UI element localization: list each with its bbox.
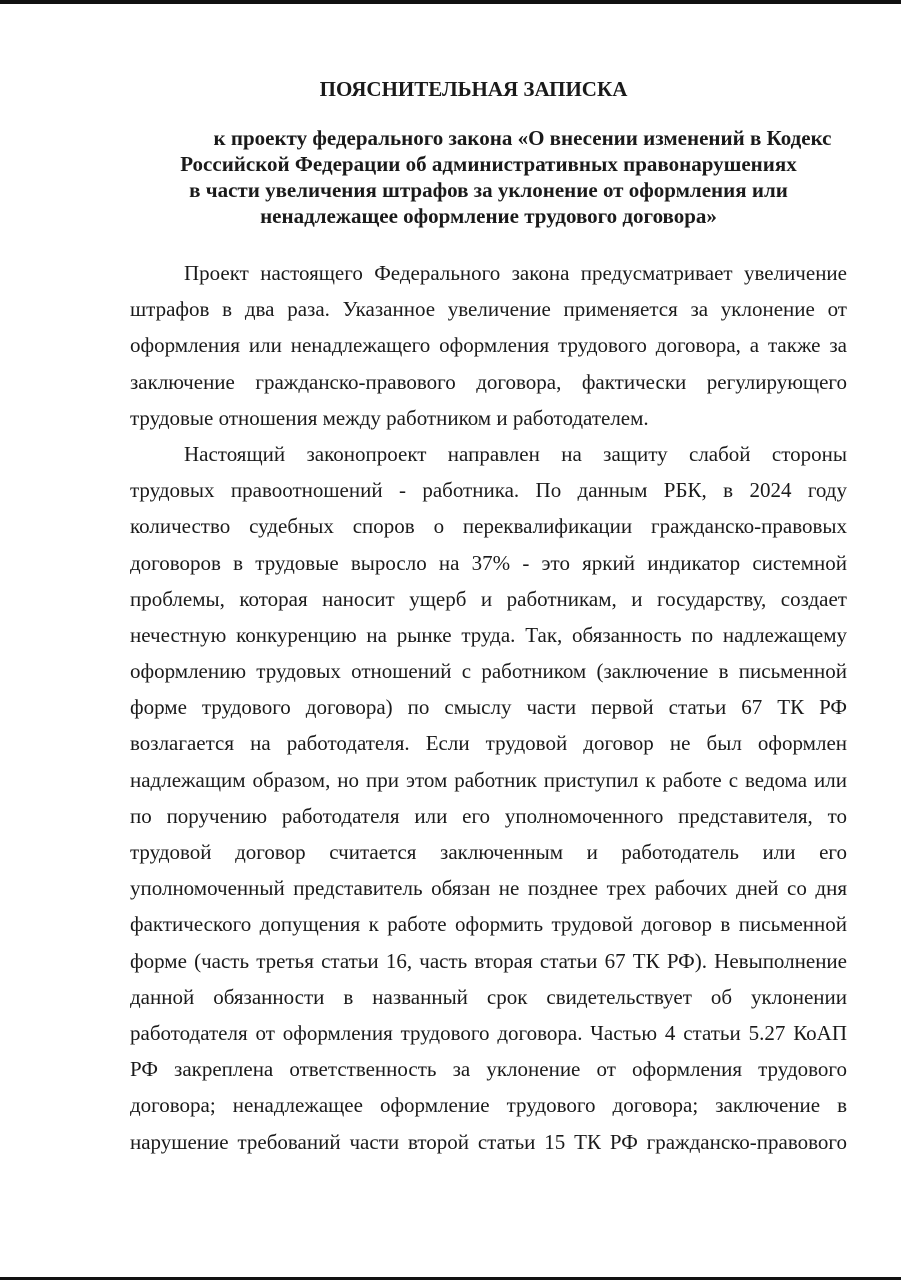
text-line: форме (часть третья статьи 16, часть вторая статьи 67 ТК РФ). Невыполнение <box>130 948 847 973</box>
text-line: фактического допущения к работе оформить трудовой договор в письменной <box>130 912 847 937</box>
text-line: нечестную конкуренцию на рынке труда. Так, обязанность по надлежащему <box>130 622 847 647</box>
paragraph-1 <box>130 255 847 436</box>
scan-border-top <box>0 0 901 4</box>
text-line: заключение гражданско-правового договора, фактически регулирующего <box>130 369 847 394</box>
text-line: уполномоченный представитель обязан не позднее трех рабочих дней со дня <box>130 876 847 901</box>
text-line: трудовые отношения между работником и работодателем. <box>130 405 649 430</box>
subtitle-line: ненадлежащее оформление трудового договора» <box>260 204 717 228</box>
text-line: РФ закреплена ответственность за уклонение от оформления трудового <box>130 1057 847 1082</box>
document-subtitle <box>130 125 847 229</box>
text-line: работодателя от оформления трудового договора. Частью 4 статьи 5.27 КоАП <box>130 1020 847 1045</box>
text-line: договора; ненадлежащее оформление трудового договора; заключение в <box>130 1093 847 1118</box>
subtitle-line: Российской Федерации об административных правонарушениях <box>180 152 797 176</box>
subtitle-line: в части увеличения штрафов за уклонение от оформления или <box>189 178 788 202</box>
text-line: Проект настоящего Федерального закона предусматривает увеличение <box>184 261 847 285</box>
text-line: проблемы, которая наносит ущерб и работникам, и государству, создает <box>130 586 847 611</box>
text-line: данной обязанности в названный срок свидетельствует об уклонении <box>130 984 847 1009</box>
text-line: договоров в трудовые выросло на 37% - это яркий индикатор системной <box>130 550 847 575</box>
text-line: нарушение требований части второй статьи 15 ТК РФ гражданско-правового <box>130 1129 847 1154</box>
text-line: форме трудового договора) по смыслу части первой статьи 67 ТК РФ <box>130 695 847 720</box>
text-line: количество судебных споров о переквалификации гражданско-правовых <box>130 514 847 539</box>
document-body <box>130 255 847 1160</box>
text-line: по поручению работодателя или его уполномоченного представителя, то <box>130 803 847 828</box>
text-line: оформлению трудовых отношений с работником (заключение в письменной <box>130 659 847 684</box>
text-line: надлежащим образом, но при этом работник приступил к работе с ведома или <box>130 767 847 792</box>
text-line: оформления или ненадлежащего оформления трудового договора, а также за <box>130 333 847 358</box>
text-line: трудовой договор считается заключенным и работодатель или его <box>130 840 847 864</box>
text-line: возлагается на работодателя. Если трудовой договор не был оформлен <box>130 731 847 756</box>
document-title: ПОЯСНИТЕЛЬНАЯ ЗАПИСКА <box>319 77 628 101</box>
paragraph-2 <box>130 436 847 1160</box>
text-line: Настоящий законопроект направлен на защиту слабой стороны <box>184 441 847 466</box>
subtitle-line: к проекту федерального закона «О внесении изменений в Кодекс <box>213 126 832 150</box>
text-line: штрафов в два раза. Указанное увеличение применяется за уклонение от <box>130 297 847 322</box>
text-line: трудовых правоотношений - работника. По данным РБК, в 2024 году <box>130 478 847 503</box>
